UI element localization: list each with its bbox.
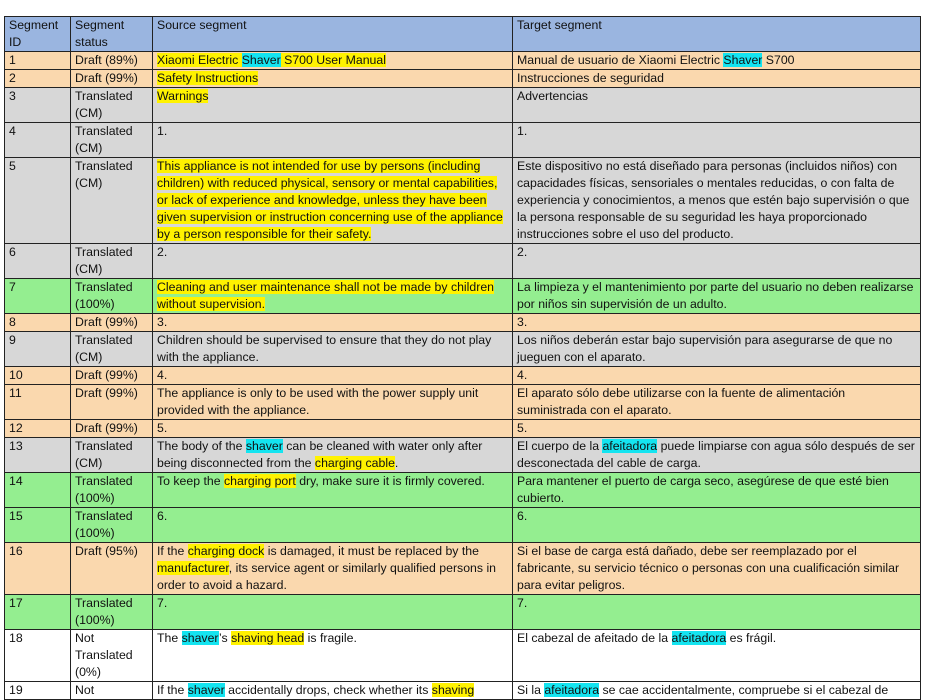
target-segment [513,332,921,367]
segment-status: Translated (CM) [71,332,153,367]
segment-row [5,279,921,314]
header-segment-status: Segment status [71,17,153,52]
source-segment [153,367,513,385]
term-match-highlight: Shaver [723,53,763,67]
document-page [4,16,921,700]
segment-text: accidentally drops, check whether its [224,683,432,697]
segment-text: 6. [157,509,168,523]
segment-text: The appliance is only to be used with the power supply unit provided with the appliance. [157,386,479,417]
source-segment [153,88,513,123]
segment-rows [5,52,921,700]
segment-status: Draft (99%) [71,314,153,332]
segment-status: Translated (CM) [71,438,153,473]
segment-status: Translated (100%) [71,473,153,508]
segment-id: 6 [5,244,71,279]
source-segment [153,438,513,473]
source-segment [153,158,513,244]
segment-text: 3. [157,315,168,329]
term-highlight: manufacturer [157,561,229,575]
source-segment [153,595,513,630]
segment-text: 5. [157,421,168,435]
segment-text: se cae accidentalmente, compruebe si el cabezal de [599,683,889,697]
segment-row [5,70,921,88]
term-match-highlight: afeitadora [602,439,658,453]
term-match-highlight: shaver [181,631,219,645]
source-segment [153,70,513,88]
target-segment [513,70,921,88]
segment-text: dry, make sure it is firmly covered. [295,474,485,488]
segment-status: Not [71,682,153,700]
segment-row [5,88,921,123]
header-row [5,17,921,52]
term-highlight: Safety Instructions [157,71,259,85]
segment-table [4,16,921,700]
segment-text: El cabezal de afeitado de la [517,631,672,645]
header-source-segment: Source segment [153,17,513,52]
segment-row [5,438,921,473]
segment-id: 3 [5,88,71,123]
term-match-highlight: shaver [187,683,225,697]
segment-id: 15 [5,508,71,543]
segment-text: 4. [517,368,528,382]
target-segment [513,438,921,473]
target-segment [513,473,921,508]
header-target-segment: Target segment [513,17,921,52]
source-segment [153,123,513,158]
segment-id: 1 [5,52,71,70]
segment-text: El aparato sólo debe utilizarse con la fuente de alimentación suministrada con el aparato. [517,386,846,417]
term-match-highlight: afeitadora [671,631,727,645]
segment-status: Draft (99%) [71,367,153,385]
target-segment [513,630,921,682]
segment-id: 11 [5,385,71,420]
segment-id: 4 [5,123,71,158]
segment-text: Instrucciones de seguridad [517,71,664,85]
source-segment [153,473,513,508]
segment-text: The [157,631,182,645]
segment-status: Draft (99%) [71,385,153,420]
segment-id: 12 [5,420,71,438]
segment-text: Para mantener el puerto de carga seco, asegúrese de que esté bien cubierto. [517,474,889,505]
segment-status: Translated (CM) [71,244,153,279]
segment-status: Translated (100%) [71,279,153,314]
segment-text: Advertencias [517,89,589,103]
header-segment-id: Segment ID [5,17,71,52]
segment-row [5,332,921,367]
target-segment [513,508,921,543]
segment-status: Draft (95%) [71,543,153,595]
segment-text: is damaged, it must be replaced by the [264,544,479,558]
segment-id: 2 [5,70,71,88]
segment-row [5,595,921,630]
term-highlight: S700 User Manual [280,53,386,67]
segment-text: ’s [218,631,232,645]
segment-text: 2. [517,245,528,259]
segment-status: Translated (CM) [71,88,153,123]
segment-status: Translated (100%) [71,595,153,630]
segment-row [5,508,921,543]
segment-row [5,543,921,595]
segment-text: If the [157,683,188,697]
segment-text: puede limpiarse con agua sólo después de ser desconectada del cable de carga. [517,439,915,470]
source-segment [153,314,513,332]
term-highlight: Warnings [157,89,209,103]
target-segment [513,367,921,385]
segment-id: 14 [5,473,71,508]
source-segment [153,279,513,314]
segment-text: 1. [517,124,528,138]
source-segment [153,508,513,543]
segment-status: Draft (99%) [71,420,153,438]
segment-id: 5 [5,158,71,244]
term-highlight: Cleaning and user maintenance shall not be made by children without supervision. [157,280,495,311]
target-segment [513,543,921,595]
source-segment [153,385,513,420]
segment-id: 19 [5,682,71,700]
segment-text: Este dispositivo no está diseñado para personas (incluidos niños) con capacidades físicas, sensoriales o mentales reducidas, o con falta de experiencia y conocimientos, a menos que estén bajo supervisión o que la persona responsable de su seguridad les haya proporcionado instrucciones sobre el uso del producto. [517,159,910,241]
segment-row [5,473,921,508]
segment-text: . [394,456,399,470]
segment-id: 9 [5,332,71,367]
target-segment [513,682,921,700]
term-highlight: charging cable [314,456,395,470]
segment-text: Children should be supervised to ensure that they do not play with the appliance. [157,333,492,364]
segment-id: 13 [5,438,71,473]
segment-text: Si la [517,683,545,697]
segment-text: 3. [517,315,528,329]
segment-text: 5. [517,421,528,435]
source-segment [153,52,513,70]
segment-text: Los niños deberán estar bajo supervisión para asegurarse de que no jueguen con el aparato. [517,333,893,364]
segment-text: If the [157,544,188,558]
source-segment [153,682,513,700]
segment-text: Manual de usuario de Xiaomi Electric [517,53,724,67]
segment-id: 8 [5,314,71,332]
segment-row [5,244,921,279]
segment-text: 1. [157,124,168,138]
segment-status: Draft (89%) [71,52,153,70]
segment-text: 7. [517,596,528,610]
segment-text: 2. [157,245,168,259]
term-match-highlight: afeitadora [544,683,600,697]
term-highlight: This appliance is not intended for use by persons (including children) with reduced physical, sensory or mental capabilities, or lack of experience and knowledge, unless they have been given supervision or instruction concerning use of the appliance by a person responsible for their safety. [157,159,503,241]
target-segment [513,279,921,314]
term-highlight: charging dock [187,544,265,558]
segment-status: Draft (99%) [71,70,153,88]
target-segment [513,123,921,158]
segment-row [5,682,921,700]
segment-status: Not Translated (0%) [71,630,153,682]
segment-text: 6. [517,509,528,523]
segment-row [5,123,921,158]
segment-text: , its service agent or similarly qualified persons in order to avoid a hazard. [157,561,497,592]
segment-text: Si el base de carga está dañado, debe ser reemplazado por el fabricante, su servicio técnico o personas con una cualificación similar para evitar peligros. [517,544,900,592]
term-highlight: shaving head [231,631,305,645]
target-segment [513,314,921,332]
segment-status: Translated (CM) [71,123,153,158]
target-segment [513,595,921,630]
segment-row [5,52,921,70]
segment-row [5,158,921,244]
segment-text: 4. [157,368,168,382]
term-match-highlight: shaver [245,439,283,453]
segment-status: Translated (100%) [71,508,153,543]
source-segment [153,244,513,279]
term-highlight: Xiaomi Electric [157,53,242,67]
segment-row [5,420,921,438]
term-match-highlight: Shaver [241,53,281,67]
segment-id: 18 [5,630,71,682]
segment-status: Translated (CM) [71,158,153,244]
segment-text: es frágil. [726,631,777,645]
segment-row [5,630,921,682]
source-segment [153,543,513,595]
segment-id: 7 [5,279,71,314]
target-segment [513,385,921,420]
target-segment [513,158,921,244]
segment-row [5,385,921,420]
segment-id: 10 [5,367,71,385]
source-segment [153,420,513,438]
segment-text: To keep the [157,474,224,488]
segment-text: La limpieza y el mantenimiento por parte del usuario no deben realizarse por niños sin supervisión de un adulto. [517,280,914,311]
segment-text: is fragile. [304,631,357,645]
segment-id: 16 [5,543,71,595]
target-segment [513,420,921,438]
segment-text: S700 [762,53,795,67]
target-segment [513,244,921,279]
source-segment [153,630,513,682]
target-segment [513,88,921,123]
segment-text: El cuerpo de la [517,439,603,453]
source-segment [153,332,513,367]
segment-id: 17 [5,595,71,630]
segment-text: The body of the [157,439,246,453]
term-highlight: shaving [431,683,475,697]
segment-text: can be cleaned with water only after being disconnected from the [157,439,483,470]
segment-text: 7. [157,596,168,610]
segment-row [5,314,921,332]
term-highlight: charging port [224,474,296,488]
segment-row [5,367,921,385]
target-segment [513,52,921,70]
